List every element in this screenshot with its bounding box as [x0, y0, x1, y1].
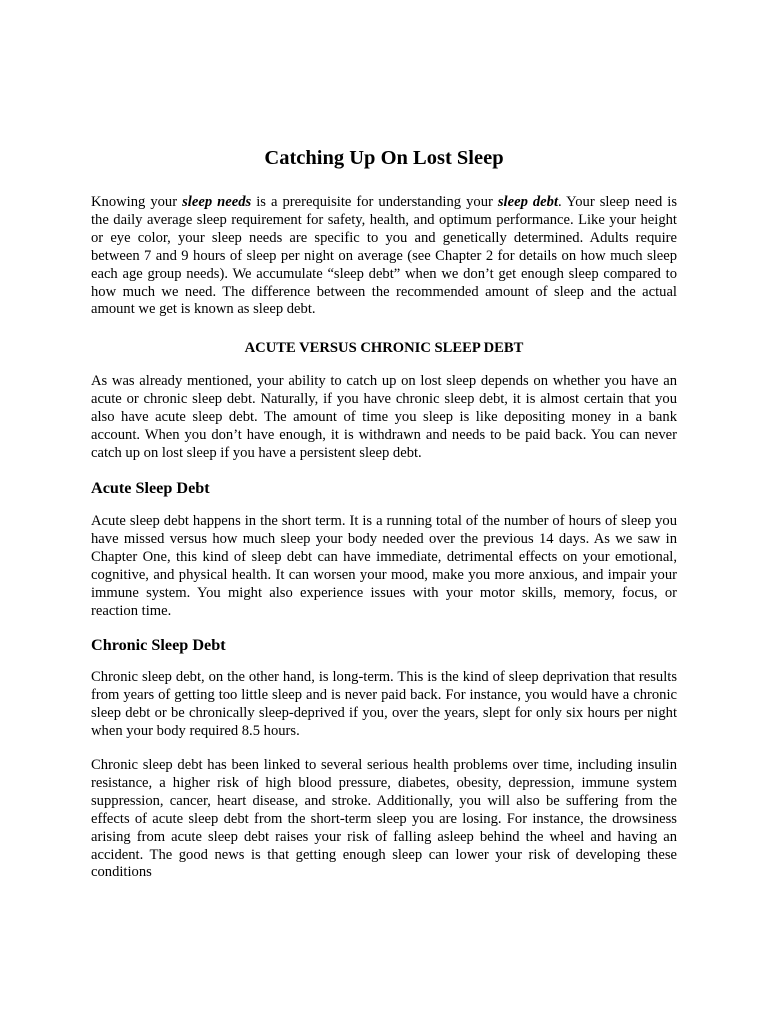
section-heading: ACUTE VERSUS CHRONIC SLEEP DEBT — [244, 340, 524, 356]
chronic-paragraph-2: Chronic sleep debt has been linked to several serious health problems over time, including insulin resistance, a higher risk of high blood pressure, diabetes, obesity, depression, immune system suppression, cancer, heart disease, and stroke. Additionally, you will also be suffering from the effects of acute sleep debt from the short-term sleep you are losing. For instance, the drowsiness arising from acute sleep debt raises your risk of falling asleep behind the wheel and having an accident. The good news is that getting enough sleep can lower your risk of developing these conditions — [91, 757, 677, 881]
section-paragraph: As was already mentioned, your ability to catch up on lost sleep depends on whether you have an acute or chronic sleep debt. Naturally, if you have chronic sleep debt, it is almost certain that you also have acute sleep debt. The amount of time you sleep is like depositing money in a bank account. When you don’t have enough, it is withdrawn and needs to be paid back. You can never catch up on lost sleep if you have a persistent sleep debt. — [91, 373, 677, 461]
chronic-heading: Chronic Sleep Debt — [91, 636, 226, 654]
sleep-needs-emphasis: sleep needs — [182, 194, 252, 210]
acute-heading: Acute Sleep Debt — [91, 479, 210, 497]
intro-text-2: is a prerequisite for understanding your — [251, 194, 498, 210]
intro-paragraph — [91, 194, 677, 319]
document-title: Catching Up On Lost Sleep — [264, 147, 504, 169]
intro-text-3: . Your sleep need is the daily average sleep requirement for safety, health, and optimum performance. Like your height or eye color, your sleep needs are specific to you and genetically determined. Adults require between 7 and 9 hours of sleep per night on average (see Chapter 2 for details on how much sleep each age group needs). We accumulate “sleep debt” when we don’t get enough sleep compared to how much we need. The difference between the recommended amount of sleep and the actual amount we get is known as sleep debt. — [91, 194, 678, 318]
intro-text-1: Knowing your — [91, 194, 183, 210]
acute-paragraph: Acute sleep debt happens in the short term. It is a running total of the number of hours of sleep you have missed versus how much sleep your body needed over the previous 14 days. As we saw in Chapter One, this kind of sleep debt can have immediate, detrimental effects on your emotional, cognitive, and physical health. It can worsen your mood, make you more anxious, and impair your immune system. You might also experience issues with your motor skills, memory, focus, or reaction time. — [91, 513, 677, 619]
sleep-debt-emphasis: sleep debt — [497, 194, 559, 210]
chronic-paragraph-1: Chronic sleep debt, on the other hand, is long-term. This is the kind of sleep deprivation that results from years of getting too little sleep and is never paid back. For instance, you would have a chronic sleep debt or be chronically sleep-deprived if you, over the years, slept for only six hours per night when your body required 8.5 hours. — [91, 669, 677, 739]
